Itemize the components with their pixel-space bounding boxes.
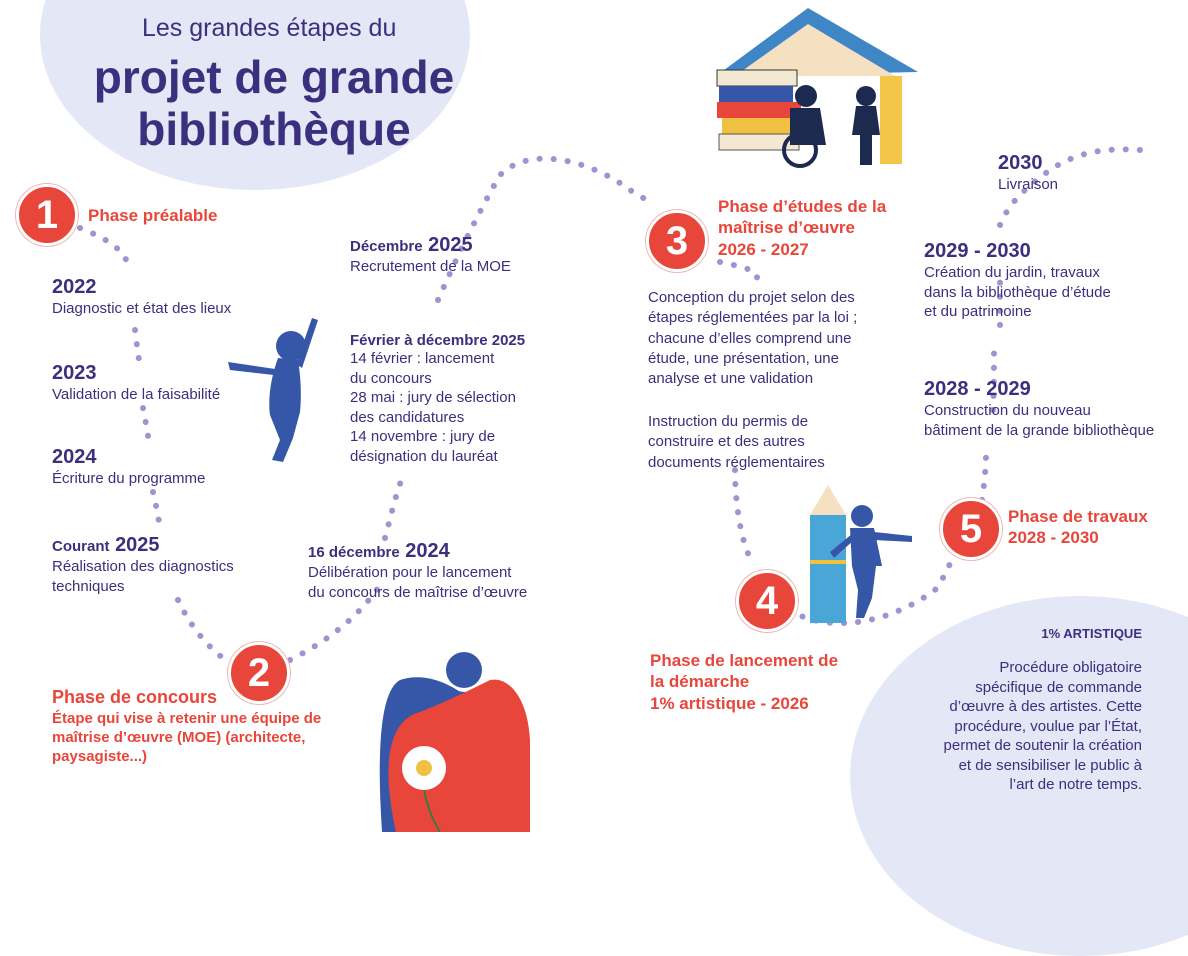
description-line: étapes réglementées par la loi ; — [648, 309, 858, 327]
reader-flower-illustration — [380, 652, 530, 832]
book-house-illustration — [716, 8, 918, 166]
entry-text: Diagnostic et état des lieux — [52, 300, 232, 317]
entry-line: 14 novembre : jury de — [350, 428, 496, 446]
phase-3-dates: 2026 - 2027 — [718, 239, 809, 259]
artistic-line: Procédure obligatoire — [999, 659, 1142, 676]
entry-text: Validation de la faisabilité — [52, 386, 221, 403]
entry-year: 2023 — [52, 362, 97, 384]
description-line: documents réglementaires — [648, 453, 825, 471]
artistic-line: l’art de notre temps. — [1009, 776, 1142, 793]
phase-4-title: Phase de lancement de la démarche — [650, 651, 839, 692]
phase-5-label — [1008, 506, 1148, 549]
entry-line: 28 mai : jury de sélection — [350, 389, 516, 407]
phase-2-label: Phase de concours — [52, 687, 218, 707]
timeline-entry-feb-dec-2025 — [350, 332, 525, 466]
entry-year: 2024 — [405, 540, 450, 562]
entry-text: Délibération pour le lancement — [308, 564, 512, 581]
artistic-line: permet de soutenir la création — [943, 737, 1142, 754]
phase-4-dates: 1% artistique - 2026 — [650, 693, 809, 713]
phase-2-number: 2 — [228, 642, 290, 704]
page-title — [84, 52, 464, 156]
timeline-entry-2030 — [998, 152, 1058, 195]
artistic-line: d’œuvre à des artistes. Cette — [949, 698, 1142, 715]
phase-4-number: 4 — [736, 570, 798, 632]
entry-year: 2025 — [115, 534, 160, 556]
entry-line: bâtiment de la grande bibliothèque — [924, 421, 1155, 439]
phase-1-label: Phase préalable — [88, 206, 218, 225]
entry-line: dans la bibliothèque d’étude — [924, 283, 1111, 301]
artistic-line: procédure, voulue par l’État, — [954, 717, 1142, 735]
timeline-entry-2028-2029 — [924, 378, 1154, 440]
entry-line: Création du jardin, travaux — [924, 264, 1100, 281]
artistic-description — [905, 658, 1142, 795]
timeline-entry-2024 — [52, 446, 205, 489]
title-line-2: projet de grande — [93, 51, 455, 103]
entry-prefix: Décembre — [350, 238, 423, 255]
entry-year: 2029 - 2030 — [924, 240, 1031, 262]
timeline-entry-2022 — [52, 276, 231, 319]
entry-line: Construction du nouveau — [924, 402, 1091, 419]
entry-prefix: 16 décembre — [308, 544, 400, 561]
phase-3-label — [718, 196, 908, 260]
entry-year: 2025 — [428, 234, 473, 256]
entry-text: du concours de maîtrise d’œuvre — [308, 583, 528, 601]
timeline-entry-dec-2024 — [308, 540, 527, 602]
entry-line: du concours — [350, 369, 432, 387]
description-line: chacune d’elles comprend une — [648, 329, 852, 347]
entry-text: techniques — [52, 577, 125, 595]
description-line: analyse et une validation — [648, 370, 814, 387]
artistic-line: et de sensibiliser le public à — [958, 756, 1142, 774]
phase-5-title: Phase de travaux — [1008, 507, 1148, 526]
pencil-child-illustration — [810, 485, 912, 623]
entry-heading: Février à décembre 2025 — [350, 332, 526, 349]
entry-year: 2022 — [52, 276, 97, 298]
entry-text: Réalisation des diagnostics — [52, 558, 234, 575]
artistic-title: 1% ARTISTIQUE — [1041, 626, 1142, 641]
entry-line: et du patrimoine — [924, 303, 1032, 320]
timeline-entry-2029-2030 — [924, 240, 1111, 322]
phase-3-permit-text — [648, 412, 825, 473]
phase-3-description — [648, 288, 857, 389]
artistic-line: spécifique de commande — [975, 678, 1142, 696]
phase-3-title: Phase d’études de la maîtrise d’œuvre — [718, 197, 887, 238]
timeline-entry-2023 — [52, 362, 220, 405]
phase-4-label — [650, 650, 850, 714]
phase-5-number: 5 — [940, 498, 1002, 560]
phase-1-number: 1 — [16, 184, 78, 246]
entry-year: 2024 — [52, 446, 97, 468]
entry-line: des candidatures — [350, 408, 465, 426]
title-line-3: bibliothèque — [137, 102, 411, 155]
phase-2-description: Étape qui vise à retenir une équipe de maîtrise d’œuvre (MOE) (architecte, paysagiste...) — [52, 710, 322, 765]
phase-5-dates: 2028 - 2030 — [1008, 528, 1099, 548]
timeline-entry-courant-2025 — [52, 534, 234, 596]
entry-prefix: Courant — [52, 538, 110, 555]
entry-line: 14 février : lancement — [350, 350, 495, 368]
entry-text: Écriture du programme — [52, 470, 206, 487]
description-line: Conception du projet selon des — [648, 289, 855, 306]
timeline-entry-dec-2025 — [350, 234, 511, 277]
title-line-small: Les grandes étapes du — [142, 14, 397, 42]
entry-line: désignation du lauréat — [350, 447, 498, 465]
phase-3-number: 3 — [646, 210, 708, 272]
entry-year: 2030 — [998, 152, 1043, 174]
description-line: étude, une présentation, une — [648, 349, 839, 367]
entry-text: Recrutement de la MOE — [350, 258, 511, 275]
entry-year: 2028 - 2029 — [924, 378, 1031, 400]
entry-text: Livraison — [998, 176, 1059, 193]
dancing-child-illustration — [228, 318, 318, 462]
description-line: Instruction du permis de — [648, 413, 809, 430]
description-line: construire et des autres — [648, 433, 805, 451]
